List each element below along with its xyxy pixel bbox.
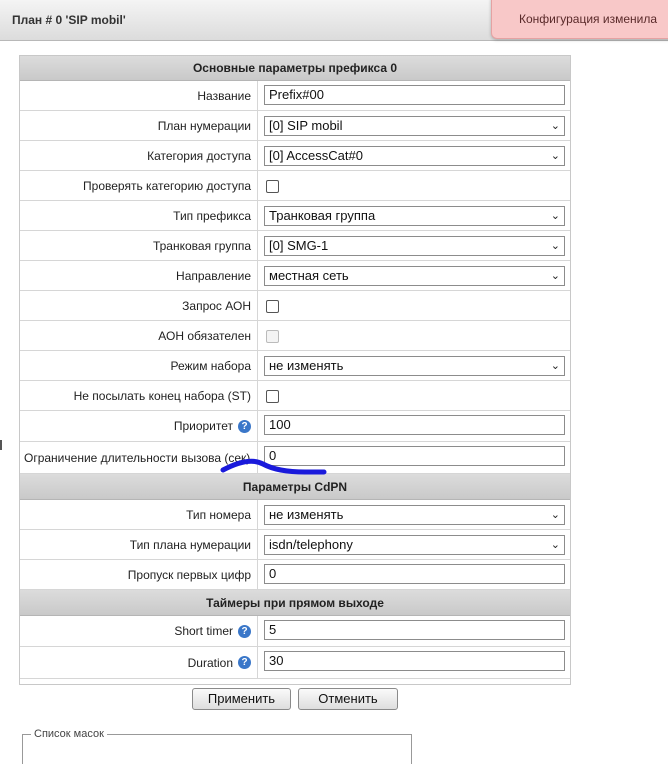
dropdown-selected-value: Транковая группа [269, 208, 376, 223]
mask-list-legend: Список масок [31, 728, 107, 740]
field-label-text: Не посылать конец набора (ST) [73, 388, 251, 403]
window-title: План # 0 'SIP mobil' [12, 13, 126, 27]
dropdown-selected-value: [0] AccessCat#0 [269, 148, 363, 163]
help-icon[interactable]: ? [238, 656, 251, 669]
chevron-down-icon[interactable]: ⌄ [550, 120, 560, 132]
dropdown-selected-value: isdn/telephony [269, 537, 353, 552]
chevron-down-icon[interactable]: ⌄ [550, 509, 560, 521]
text-input[interactable]: Prefix#00 [264, 85, 565, 105]
text-input[interactable]: 0 [264, 564, 565, 584]
field-label-text: Направление [176, 268, 251, 283]
dropdown-selected-value: не изменять [269, 358, 344, 373]
field-label-text: Тип префикса [173, 208, 251, 223]
text-input[interactable]: 5 [264, 620, 565, 640]
section-header-timers: Таймеры при прямом выходе [20, 590, 570, 616]
field-label-text: Категория доступа [147, 148, 251, 163]
apply-button[interactable]: Применить [192, 688, 291, 710]
text-input[interactable]: 0 [264, 446, 565, 466]
cancel-button[interactable]: Отменить [298, 688, 398, 710]
field-label-text: Short timer [174, 624, 233, 638]
chevron-down-icon[interactable]: ⌄ [550, 539, 560, 551]
chevron-down-icon[interactable]: ⌄ [550, 240, 560, 252]
field-label-text: Duration [187, 655, 233, 670]
section-header-main: Основные параметры префикса 0 [20, 56, 570, 81]
text-input[interactable]: 30 [264, 651, 565, 671]
field-label-text: Запрос АОН [182, 298, 251, 313]
text-input[interactable]: 100 [264, 415, 565, 435]
chevron-down-icon[interactable]: ⌄ [550, 210, 560, 222]
help-icon[interactable]: ? [238, 625, 251, 638]
dropdown-selected-value: местная сеть [269, 268, 349, 283]
field-label-text: Режим набора [170, 358, 251, 373]
notification-toast[interactable]: Конфигурация изменила [491, 0, 668, 39]
chevron-down-icon[interactable]: ⌄ [550, 270, 560, 282]
field-label-text: Тип плана нумерации [129, 537, 251, 552]
field-label-text: Транковая группа [152, 238, 251, 253]
field-label-text: Приоритет [173, 419, 233, 433]
field-label-text: АОН обязателен [158, 328, 251, 343]
field-label-text: Ограничение длительности вызова (сек) [24, 450, 251, 465]
section-header-cdpn: Параметры CdPN [20, 474, 570, 500]
mask-list-fieldset [22, 728, 412, 764]
dropdown-selected-value: не изменять [269, 507, 344, 522]
chevron-down-icon[interactable]: ⌄ [550, 150, 560, 162]
field-label-text: Пропуск первых цифр [127, 567, 251, 582]
left-edge-marker [0, 440, 2, 450]
dropdown-selected-value: [0] SIP mobil [269, 118, 343, 133]
dropdown-selected-value: [0] SMG-1 [269, 238, 329, 253]
field-label-text: Название [197, 88, 251, 103]
field-label-text: Проверять категорию доступа [83, 178, 251, 193]
field-label-text: План нумерации [157, 118, 251, 133]
help-icon[interactable]: ? [238, 420, 251, 433]
field-label-text: Тип номера [186, 507, 251, 522]
chevron-down-icon[interactable]: ⌄ [550, 360, 560, 372]
